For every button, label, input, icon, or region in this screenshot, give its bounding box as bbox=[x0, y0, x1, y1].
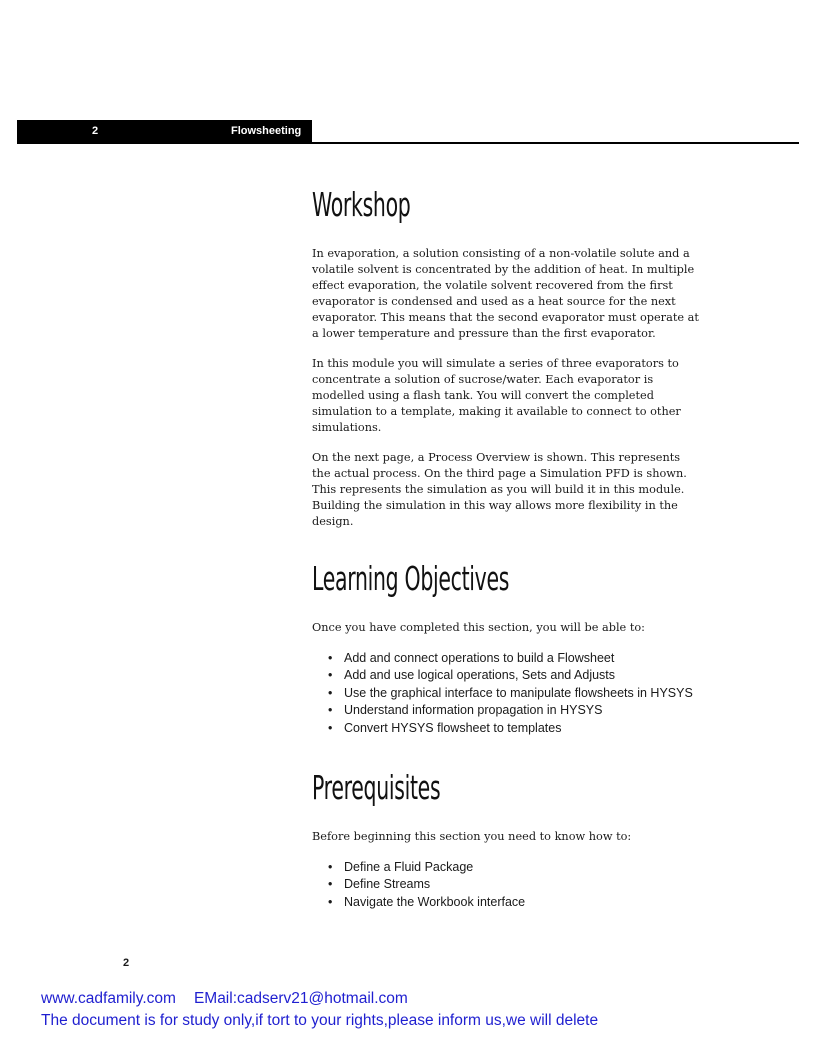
bullet-icon: • bbox=[328, 720, 333, 735]
watermark-website: www.cadfamily.com bbox=[41, 990, 176, 1007]
bullet-icon: • bbox=[328, 668, 333, 683]
bullet-icon: • bbox=[328, 685, 333, 700]
watermark-email: EMail:cadserv21@hotmail.com bbox=[193, 990, 408, 1007]
prerequisites-list bbox=[312, 859, 702, 911]
workshop-section bbox=[312, 180, 702, 530]
watermark-text bbox=[41, 988, 598, 1032]
workshop-paragraph: In evaporation, a solution consisting of a non-volatile solute and a volatile solvent is concentrated by the addition of heat. In multiple effect evaporation, the volatile solvent recovered from the first evaporator is condensed and used as a heat source for the next evaporator. This means that the second evaporator must operate at a lower temperature and pressure than the first evaporator. bbox=[312, 247, 699, 340]
list-item: • Convert HYSYS flowsheet to templates bbox=[312, 720, 702, 737]
bullet-icon: • bbox=[328, 651, 333, 665]
list-item: • Define a Fluid Package bbox=[312, 859, 702, 876]
header-chapter-title: Flowsheeting bbox=[231, 125, 302, 137]
learning-objectives-section bbox=[312, 554, 702, 737]
prerequisites-intro: Before beginning this section you need to know how to: bbox=[312, 830, 632, 844]
list-item: • Define Streams bbox=[312, 876, 702, 893]
workshop-paragraph: On the next page, a Process Overview is shown. This represents the actual process. On the third page a Simulation PFD is shown. This represents the simulation as you will build it in this module. Building the simulation in this way allows more flexibility in the design. bbox=[312, 451, 687, 528]
learning-objectives-list bbox=[312, 650, 702, 737]
bullet-icon: • bbox=[328, 703, 333, 718]
prerequisites-section bbox=[312, 763, 702, 911]
workshop-paragraph: In this module you will simulate a series of three evaporators to concentrate a solution of sucrose/water. Each evaporator is modelled using a flash tank. You will convert the completed simulation to a template, making it available to connect to other simulations. bbox=[312, 357, 681, 434]
list-item: • Understand information propagation in HYSYS bbox=[312, 702, 702, 719]
list-item: • Add and use logical operations, Sets and Adjusts bbox=[312, 667, 702, 684]
list-item: • Navigate the Workbook interface bbox=[312, 894, 702, 911]
bullet-icon: • bbox=[328, 894, 333, 909]
list-item: • Add and connect operations to build a Flowsheet bbox=[312, 650, 702, 667]
bullet-icon: • bbox=[328, 877, 333, 892]
learning-objectives-heading: Learning Objectives bbox=[312, 559, 510, 598]
page-header-bar bbox=[17, 120, 312, 144]
workshop-heading: Workshop bbox=[312, 185, 411, 224]
list-item: • Use the graphical interface to manipulate flowsheets in HYSYS bbox=[312, 685, 702, 702]
learning-objectives-intro: Once you have completed this section, you will be able to: bbox=[312, 621, 645, 634]
bullet-icon: • bbox=[328, 860, 333, 875]
footer-page-number: 2 bbox=[123, 957, 130, 969]
main-content bbox=[312, 180, 702, 937]
header-rule bbox=[312, 142, 799, 144]
watermark-notice: The document is for study only,if tort to your rights,please inform us,we will delete bbox=[41, 1012, 599, 1029]
header-page-number: 2 bbox=[91, 125, 99, 137]
prerequisites-heading: Prerequisites bbox=[312, 768, 441, 808]
